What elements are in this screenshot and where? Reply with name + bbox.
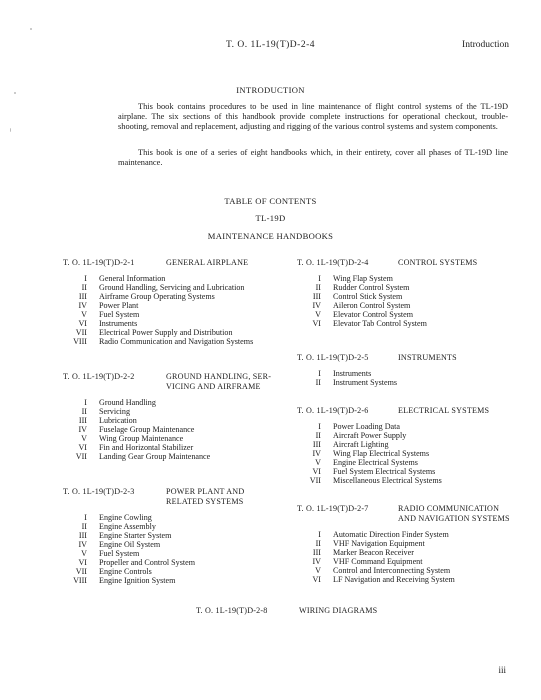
handbook-to: T. O. 1L-19(T)D-2-6 [297,406,369,415]
item-number: IV [78,301,87,310]
item-number: II [81,283,87,292]
handbook-2-4 [297,258,477,328]
item-title: Wing Flap System [333,274,393,283]
item-number: VI [312,575,321,584]
handbook-to: T. O. 1L-19(T)D-2-1 [63,258,135,267]
item-number: III [78,531,87,540]
item-number: VI [78,319,87,328]
item-number: I [318,369,321,378]
handbook-2-2 [63,372,271,461]
item-number: I [84,513,87,522]
toc-model: TL-19D [255,213,286,223]
item-number: IV [312,557,321,566]
item-number: I [84,398,87,407]
item-title: Airframe Group Operating Systems [99,292,215,301]
item-number: II [315,539,321,548]
item-number: VIII [73,337,87,346]
handbook-to: T. O. 1L-19(T)D-2-3 [63,487,135,496]
item-number: II [315,431,321,440]
item-number: I [84,274,87,283]
item-title: Fuel System [99,549,140,558]
item-title: Fuel System Electrical Systems [333,467,436,476]
item-title: Landing Gear Group Maintenance [99,452,211,461]
item-number: IV [78,425,87,434]
item-title: Marker Beacon Receiver [333,548,414,557]
item-title: Propeller and Control System [99,558,195,567]
handbook-subject: CONTROL SYSTEMS [398,258,478,267]
item-title: Elevator Tab Control System [333,319,427,328]
item-title: Instruments [333,369,372,378]
item-title: Engine Cowling [99,513,152,522]
item-number: II [315,283,321,292]
item-number: VI [78,558,87,567]
item-title: Wing Group Maintenance [99,434,184,443]
item-title: Power Plant [99,301,139,310]
item-title: Ground Handling [99,398,156,407]
item-title: Wing Flap Electrical Systems [333,449,430,458]
item-number: I [318,530,321,539]
item-title: Aircraft Power Supply [333,431,407,440]
handbook-to: T. O. 1L-19(T)D-2-8 [196,606,268,615]
item-title: Servicing [99,407,131,416]
intro-paragraph-1: This book contains procedures to be used in line maintenance of flight control systems of the TL-19D airplane. The six sections of this handbook provide complete instructions for operational checkout, trouble-shooting, removal and replacement, adjusting and rigging of the various control systems and system components. [118,102,508,131]
handbook-subject: INSTRUMENTS [398,353,457,362]
item-title: Elevator Control System [333,310,414,319]
item-title: LF Navigation and Receiving System [333,575,455,584]
handbook-subject: ELECTRICAL SYSTEMS [398,406,490,415]
item-title: Control and Interconnecting System [333,566,451,575]
item-number: II [81,522,87,531]
item-number: V [81,310,87,319]
item-number: IV [78,540,87,549]
item-title: Automatic Direction Finder System [333,530,449,539]
handbook-to: T. O. 1L-19(T)D-2-4 [297,258,369,267]
item-title: Engine Starter System [99,531,172,540]
item-title: Ground Handling, Servicing and Lubrication [99,283,245,292]
scan-speck [10,128,11,132]
item-number: V [315,566,321,575]
handbook-2-5 [297,353,457,387]
item-number: V [81,549,87,558]
handbook-to: T. O. 1L-19(T)D-2-2 [63,372,135,381]
item-title: VHF Command Equipment [333,557,423,566]
item-number: VII [75,567,87,576]
item-number: I [318,422,321,431]
item-title: General Information [99,274,166,283]
item-number: IV [312,301,321,310]
header-section: Introduction [462,40,509,50]
item-title: Aileron Control System [333,301,411,310]
handbook-subject: GENERAL AIRPLANE [166,258,249,267]
handbook-2-7 [297,504,510,584]
item-number: III [78,416,87,425]
item-title: Miscellaneous Electrical Systems [333,476,442,485]
item-number: VII [75,452,87,461]
item-number: III [312,292,321,301]
toc-heading: TABLE OF CONTENTS [224,196,317,206]
item-title: Engine Assembly [99,522,156,531]
item-number: III [78,292,87,301]
header-document-code: T. O. 1L-19(T)D-2-4 [226,40,315,50]
handbook-subject: WIRING DIAGRAMS [299,606,378,615]
handbook-2-6 [297,406,489,485]
handbook-2-3 [63,487,244,585]
item-number: VI [312,319,321,328]
handbook-2-8 [196,606,377,616]
item-number: V [81,434,87,443]
page-number: iii [498,665,506,675]
item-number: VI [78,443,87,452]
item-title: Engine Ignition System [99,576,176,585]
item-title: Lubrication [99,416,137,425]
item-title: Electrical Power Supply and Distribution [99,328,233,337]
item-number: VII [75,328,87,337]
item-number: I [318,274,321,283]
item-number: II [315,378,321,387]
item-title: Instruments [99,319,138,328]
item-number: VIII [73,576,87,585]
item-title: Fuel System [99,310,140,319]
item-number: IV [312,449,321,458]
item-number: II [81,407,87,416]
item-title: Fin and Horizontal Stabilizer [99,443,194,452]
item-title: Control Stick System [333,292,403,301]
handbook-2-1 [63,258,253,346]
item-title: Power Loading Data [333,422,400,431]
item-number: VI [312,467,321,476]
item-number: V [315,458,321,467]
item-title: Engine Oil System [99,540,161,549]
item-title: VHF Navigation Equipment [333,539,425,548]
item-title: Engine Controls [99,567,152,576]
handbook-to: T. O. 1L-19(T)D-2-7 [297,504,369,513]
item-title: Engine Electrical Systems [333,458,418,467]
handbook-subject: POWER PLANT AND RELATED SYSTEMS [166,487,245,506]
intro-paragraph-2: This book is one of a series of eight handbooks which, in their entirety, cover all phases of TL-19D line maintenance. [118,148,508,167]
scan-speck [30,28,32,30]
intro-heading: INTRODUCTION [236,85,305,95]
item-title: Aircraft Lighting [333,440,389,449]
item-title: Fuselage Group Maintenance [99,425,195,434]
handbook-subject: RADIO COMMUNICATION AND NAVIGATION SYSTEMS [398,504,510,523]
item-number: III [312,548,321,557]
handbook-subject: GROUND HANDLING, SER- VICING AND AIRFRAME [166,372,272,391]
item-title: Rudder Control System [333,283,410,292]
item-title: Radio Communication and Navigation Systems [99,337,254,346]
item-number: V [315,310,321,319]
item-title: Instrument Systems [333,378,398,387]
handbook-to: T. O. 1L-19(T)D-2-5 [297,353,369,362]
item-number: VII [309,476,321,485]
toc-subheading: MAINTENANCE HANDBOOKS [207,231,334,241]
item-number: III [312,440,321,449]
